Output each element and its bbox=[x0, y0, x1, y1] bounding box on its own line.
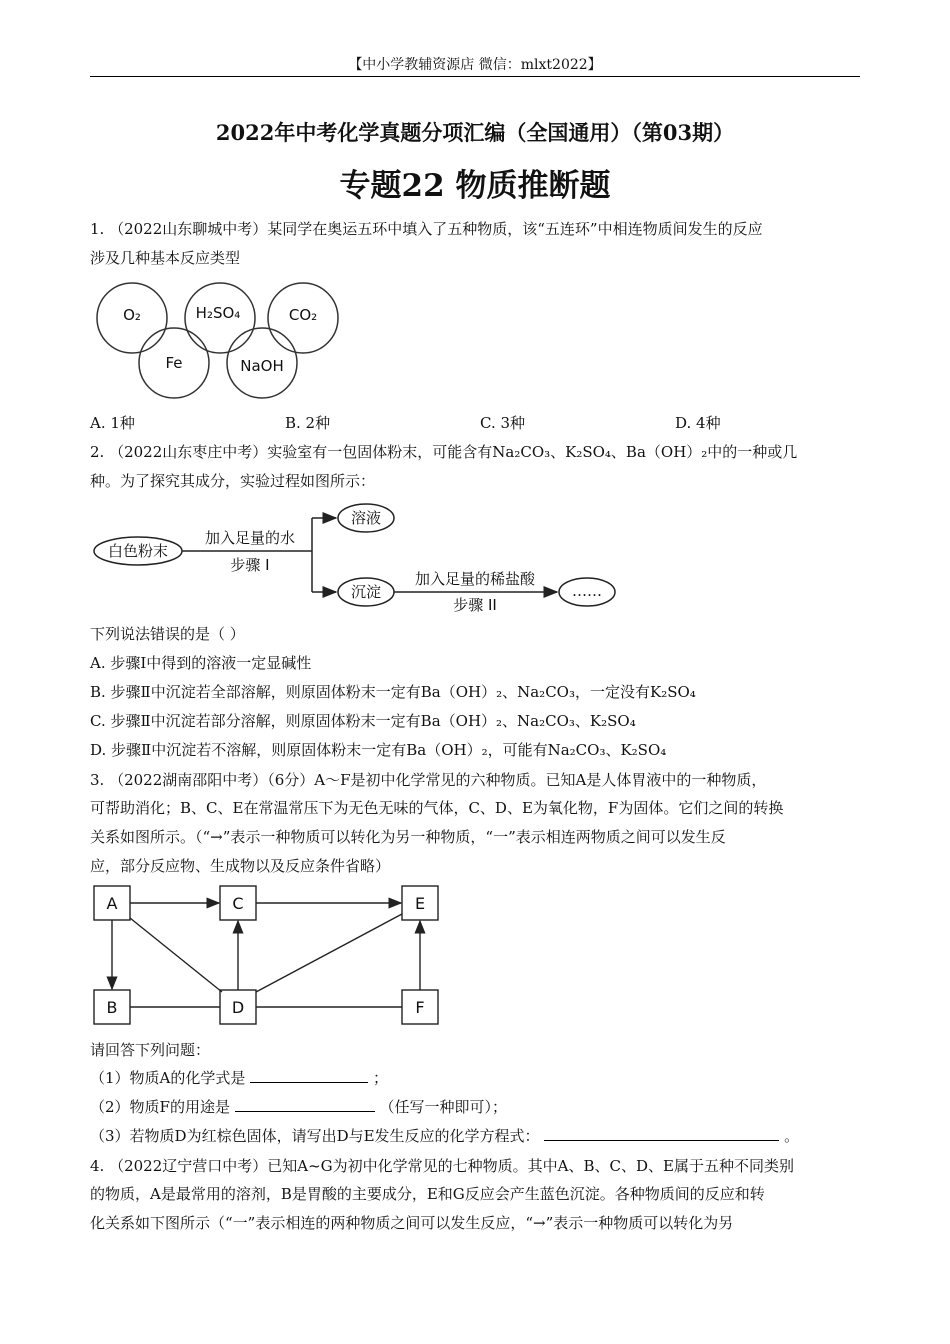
step2-label: 步骤 II bbox=[453, 596, 497, 613]
node-c-label: C bbox=[232, 894, 244, 913]
result-label: …… bbox=[572, 582, 602, 600]
q3-line1: 3. （2022湖南邵阳中考）（6分）A～F是初中化学常见的六种物质。已知A是人体胃液中的一种物质， bbox=[90, 771, 767, 789]
q3-sub2-end: （任写一种即可）； bbox=[379, 1098, 508, 1116]
conversion-relationship-diagram bbox=[90, 884, 445, 1029]
ring-label-co2: CO₂ bbox=[288, 306, 318, 324]
q3-sub1-blank[interactable] bbox=[250, 1068, 368, 1083]
topic-title: 专题22 物质推断题 bbox=[339, 168, 611, 204]
q3-sub1 bbox=[90, 1067, 388, 1089]
q3-line4: 应，部分反应物、生成物以及反应条件省略） bbox=[90, 857, 391, 875]
node-b-label: B bbox=[106, 998, 118, 1017]
q3-sub2-blank[interactable] bbox=[235, 1097, 375, 1112]
q2-option-a: A. 步骤Ⅰ中得到的溶液一定显碱性 bbox=[90, 654, 312, 672]
q1-line1: 1. （2022山东聊城中考）某同学在奥运五环中填入了五种物质，该“五连环”中相连物质间发生的反应 bbox=[90, 220, 763, 238]
q1-option-d: D. 4种 bbox=[675, 414, 721, 432]
ring-label-o2: O₂ bbox=[123, 306, 141, 324]
q3-prompt: 请回答下列问题： bbox=[90, 1041, 211, 1059]
q2-option-d: D. 步骤Ⅱ中沉淀若不溶解，则原固体粉末一定有Ba（OH）₂，可能有Na₂CO₃、K₂SO₄ bbox=[90, 741, 667, 759]
step1-action-label: 加入足量的水 bbox=[204, 529, 296, 547]
node-d-label: D bbox=[231, 998, 245, 1017]
q4-line2: 的物质，A是最常用的溶剂，B是胃酸的主要成分，E和G反应会产生蓝色沉淀。各种物质间的反应和转 bbox=[90, 1185, 765, 1203]
q3-sub2 bbox=[90, 1096, 507, 1118]
q1-option-a: A. 1种 bbox=[90, 414, 135, 432]
experiment-flow-diagram bbox=[90, 498, 630, 613]
olympic-rings-diagram bbox=[90, 282, 350, 407]
q3-line3: 关系如图所示。（“→”表示一种物质可以转化为另一种物质，“一”表示相连两物质之间可以发生反 bbox=[90, 828, 726, 846]
node-e-label: E bbox=[414, 894, 426, 913]
q3-line2: 可帮助消化；B、C、E在常温常压下为无色无味的气体，C、D、E为氧化物，F为固体。它们之间的转换 bbox=[90, 799, 784, 817]
q2-option-c: C. 步骤Ⅱ中沉淀若部分溶解，则原固体粉末一定有Ba（OH）₂、Na₂CO₃、K₂SO₄ bbox=[90, 712, 636, 730]
q2-line1: 2. （2022山东枣庄中考）实验室有一包固体粉末，可能含有Na₂CO₃、K₂SO₄、Ba（OH）₂中的一种或几 bbox=[90, 443, 798, 461]
solution-label: 溶液 bbox=[350, 509, 382, 527]
q1-line2: 涉及几种基本反应类型 bbox=[90, 249, 241, 267]
q3-sub2-text: （2）物质F的用途是 bbox=[90, 1098, 230, 1116]
q3-sub1-text: （1）物质A的化学式是 bbox=[90, 1069, 246, 1087]
document-title: 2022年中考化学真题分项汇编（全国通用）（第03期） bbox=[215, 120, 735, 145]
q2-option-b: B. 步骤Ⅱ中沉淀若全部溶解，则原固体粉末一定有Ba（OH）₂、Na₂CO₃，一定没有K₂SO₄ bbox=[90, 683, 696, 701]
q2-prompt: 下列说法错误的是（ ） bbox=[90, 625, 245, 643]
node-f-label: F bbox=[415, 998, 425, 1017]
q3-sub3-blank[interactable] bbox=[544, 1126, 779, 1141]
step2-action-label: 加入足量的稀盐酸 bbox=[414, 570, 536, 588]
step1-label: 步骤 I bbox=[230, 556, 270, 574]
page-header: 【中小学教辅资源店 微信：mlxt2022】 bbox=[348, 57, 602, 73]
q3-sub3 bbox=[90, 1125, 799, 1147]
node-a-label: A bbox=[106, 894, 118, 913]
q3-sub3-end: 。 bbox=[784, 1127, 800, 1145]
header-rule bbox=[90, 76, 860, 77]
q2-line2: 种。为了探究其成分，实验过程如图所示： bbox=[90, 472, 376, 490]
precipitate-label: 沉淀 bbox=[350, 583, 382, 601]
q3-sub1-end: ； bbox=[372, 1069, 388, 1087]
ring-label-naoh: NaOH bbox=[240, 357, 284, 375]
ring-label-h2so4: H₂SO₄ bbox=[195, 304, 241, 322]
q3-sub3-text: （3）若物质D为红棕色固体，请写出D与E发生反应的化学方程式： bbox=[90, 1127, 540, 1145]
ring-label-fe: Fe bbox=[165, 354, 183, 372]
q1-option-b: B. 2种 bbox=[285, 414, 331, 432]
q4-line1: 4. （2022辽宁营口中考）已知A~G为初中化学常见的七种物质。其中A、B、C、D、E属于五种不同类别 bbox=[90, 1157, 794, 1175]
q4-line3: 化关系如下图所示（“一”表示相连的两种物质之间可以发生反应，“→”表示一种物质可以转化为另 bbox=[90, 1214, 734, 1232]
q1-option-c: C. 3种 bbox=[480, 414, 526, 432]
white-powder-label: 白色粉末 bbox=[107, 542, 169, 560]
